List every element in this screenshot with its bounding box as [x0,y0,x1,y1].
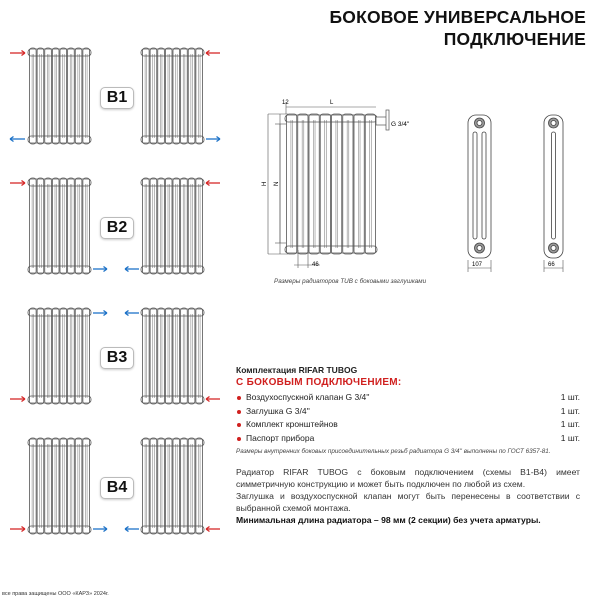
flow-arrow-icon [10,137,25,142]
radiator-section [150,438,157,534]
kit-subtitle: С БОКОВЫМ ПОДКЛЮЧЕНИЕМ: [236,377,402,388]
radiator-section [298,114,308,254]
scheme-label: B4 [100,477,134,499]
flow-arrow-icon [206,181,220,186]
scheme-label: B2 [100,217,134,239]
radiator-section [150,178,157,274]
item-qty: 1 шт. [560,419,580,429]
list-item [236,405,586,419]
radiator-section [196,178,203,274]
radiator-section [173,48,180,144]
dim-depth-66: 66 [548,262,555,268]
radiator-section [143,308,150,404]
radiator-section [188,48,195,144]
radiator-section [60,438,67,534]
dim-offset: 12 [282,100,289,106]
kit-note: Размеры внутренних боковых присоединительных резьб радиатора G 3/4'' выполнены по ГОСТ 6357-81. [236,448,551,455]
radiator-section [143,438,150,534]
radiator-section [30,308,37,404]
radiator-section [173,308,180,404]
radiator-section [60,308,67,404]
radiator-section [188,178,195,274]
radiator-icon [141,178,204,274]
radiator-icon [141,438,204,534]
radiator-section [75,48,82,144]
radiator-section [309,114,319,254]
flow-arrow-icon [206,397,220,402]
radiator-section [45,308,52,404]
side-view-2-tube [544,115,563,258]
dim-axis: N [274,181,280,186]
scheme-label: B3 [100,347,134,369]
radiator-section [52,308,59,404]
radiator-section [173,178,180,274]
radiator-section [320,114,330,254]
radiator-section [68,178,75,274]
radiator-section [158,48,165,144]
radiator-section [173,438,180,534]
radiator-section [196,438,203,534]
description-paragraph: Радиатор RIFAR TUBOG с боковым подключением (схемы В1-В4) имеет симметричную конструкцию и может быть подключен по любой из схем. [236,467,580,489]
radiator-section [196,48,203,144]
radiator-section [150,308,157,404]
item-name: Комплект кронштейнов [246,419,338,429]
radiator-section [150,48,157,144]
radiator-section [158,178,165,274]
item-qty: 1 шт. [560,405,580,416]
radiator-icon [28,178,91,274]
radiator-section [365,114,375,254]
radiator-icon [141,48,204,144]
flow-arrow-icon [125,527,139,532]
radiator-section [75,178,82,274]
front-view-radiator [285,114,377,254]
flow-arrow-icon [10,181,25,186]
radiator-section [158,308,165,404]
radiator-section [83,178,90,274]
side-view-3-tube [468,115,491,258]
radiator-icon [28,438,91,534]
radiator-section [52,178,59,274]
kit-list [236,391,586,445]
radiator-section [165,438,172,534]
radiator-section [45,48,52,144]
radiator-section [45,438,52,534]
radiator-section [181,438,188,534]
radiator-section [343,114,353,254]
copyright: все права защищены ООО «КАРЗ» 2024г. [2,591,109,597]
dim-length: L [330,100,334,106]
dimension-drawing [250,90,600,280]
radiator-section [158,438,165,534]
radiator-section [165,48,172,144]
flow-arrow-icon [206,137,220,142]
radiator-icon [28,308,91,404]
radiator-icon [141,308,204,404]
radiator-section [143,48,150,144]
title-line-2: ПОДКЛЮЧЕНИЕ [443,29,586,49]
radiator-section [181,48,188,144]
radiator-section [287,114,297,254]
radiator-section [52,48,59,144]
flow-arrow-icon [93,311,107,316]
radiator-section [37,178,44,274]
item-name: Заглушка G 3/4'' [246,405,310,416]
flow-arrow-icon [10,397,25,402]
radiator-section [196,308,203,404]
radiator-section [30,438,37,534]
radiator-section [332,114,342,254]
kit-section [236,365,586,455]
list-item [236,418,586,432]
radiator-section [75,308,82,404]
radiator-section [165,178,172,274]
flow-arrow-icon [206,51,220,56]
flow-arrow-icon [93,527,107,532]
radiator-section [68,48,75,144]
radiator-section [188,438,195,534]
min-length-note: Минимальная длина радиатора – 98 мм (2 секции) без учета арматуры. [236,515,541,525]
flow-arrow-icon [125,311,139,316]
page-title [329,6,586,50]
drawing-caption: Размеры радиаторов TUB с боковыми заглушками [274,278,427,285]
dim-thread: G 3/4'' [391,121,410,128]
dim-depth-107: 107 [472,262,483,268]
dim-section: 46 [312,262,319,268]
radiator-section [83,308,90,404]
flow-arrow-icon [125,267,139,272]
list-item [236,391,586,405]
flow-arrow-icon [10,527,25,532]
list-item [236,432,586,446]
radiator-section [143,178,150,274]
radiator-section [181,178,188,274]
radiator-section [52,438,59,534]
radiator-section [181,308,188,404]
radiator-section [68,308,75,404]
radiator-section [188,308,195,404]
bullet-icon [237,410,241,414]
item-qty: 1 шт. [560,392,580,402]
radiator-section [354,114,364,254]
radiator-section [75,438,82,534]
radiator-section [83,48,90,144]
radiator-icon [285,114,377,254]
radiator-section [37,308,44,404]
kit-title: Комплектация RIFAR TUBOG [236,365,358,375]
radiator-section [30,48,37,144]
thread-fitting [376,110,389,130]
radiator-icon [28,48,91,144]
radiator-section [68,438,75,534]
flow-arrow-icon [10,51,25,56]
item-name: Воздухоспускной клапан G 3/4'' [246,392,370,402]
radiator-section [37,48,44,144]
scheme-label: B1 [100,87,134,109]
radiator-section [45,178,52,274]
bullet-icon [237,423,241,427]
radiator-section [60,48,67,144]
radiator-section [60,178,67,274]
title-line-1: БОКОВОЕ УНИВЕРСАЛЬНОЕ [329,7,586,27]
bullet-icon [237,437,241,441]
description [236,466,580,526]
radiator-section [30,178,37,274]
description-paragraph: Заглушка и воздухоспускной клапан могут быть перенесены в соответствии с выбранной схемой монтажа. [236,491,580,513]
item-qty: 1 шт. [560,432,580,443]
dim-height: H [262,181,268,186]
bullet-icon [237,396,241,400]
radiator-section [37,438,44,534]
flow-arrow-icon [93,267,107,272]
item-name: Паспорт прибора [246,432,315,443]
radiator-section [83,438,90,534]
radiator-section [165,308,172,404]
connection-schemes [0,0,230,560]
flow-arrow-icon [206,527,220,532]
